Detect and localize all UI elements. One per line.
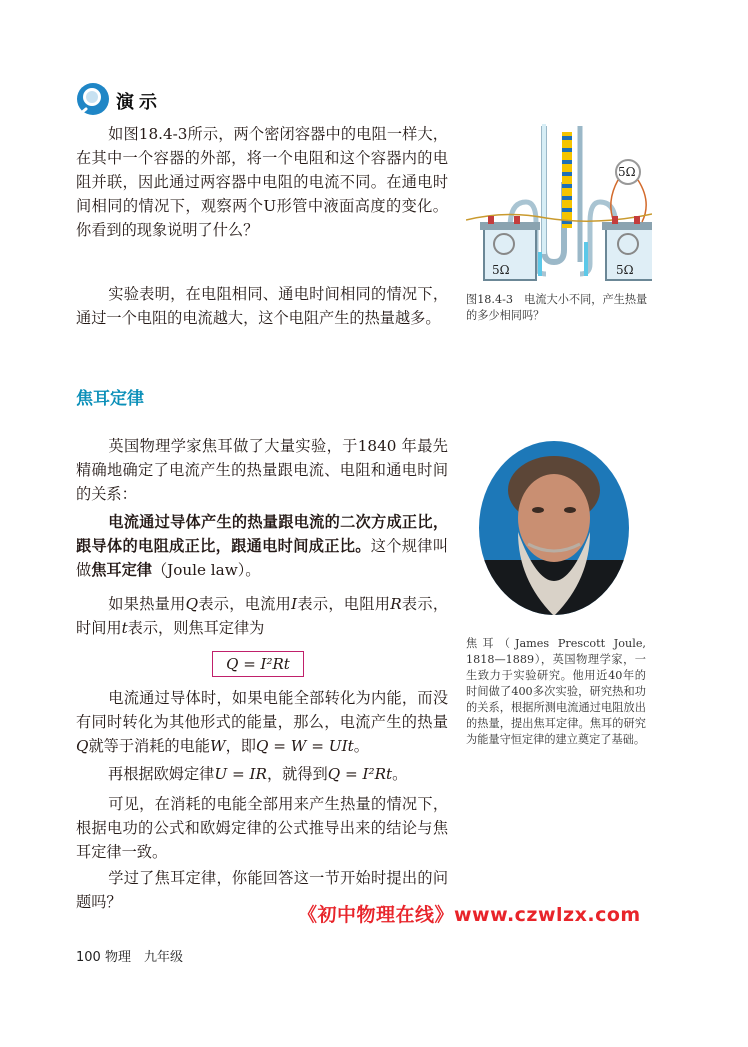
right-resistor-label: 5Ω — [616, 263, 634, 277]
experiment-figure — [466, 122, 652, 288]
section-title: 焦耳定律 — [76, 389, 144, 409]
figure-caption: 图18.4-3 电流大小不同，产生热量的多少相同吗？ — [466, 293, 648, 322]
question-paragraph: 学过了焦耳定律，你能回答这一节开始时提出的问题吗？ — [76, 869, 448, 911]
ohm-paragraph: 再根据欧姆定律U = IR，就得到Q = I²Rt。 — [108, 765, 408, 783]
conclusion-paragraph: 实验表明，在电阻相同、通电时间相同的情况下，通过一个电阻的电流越大，这个电阻产生的热量越多。 — [76, 285, 448, 327]
watermark: 《初中物理在线》www.czwlzx.com — [298, 904, 641, 926]
left-resistor-label: 5Ω — [492, 263, 510, 277]
joule-biography: 焦耳（James Prescott Joule, 1818—1889），英国物理学家，一生致力于实验研究。他用近40年的时间做了400多次实验，研究热和功的关系，根据所测电流通过电阻放出的热量，提出焦耳定律。焦耳的研究为能量守恒定律的建立奠定了基础。 — [466, 637, 646, 746]
demo-magnifier-icon — [76, 82, 110, 116]
derivation-paragraph: 可见，在消耗的电能全部用来产生热量的情况下，根据电功的公式和欧姆定律的公式推导出来的结论与焦耳定律一致。 — [76, 795, 448, 861]
energy-paragraph: 电流通过导体时，如果电能全部转化为内能，而没有同时转化为其他形式的能量，那么，电流产生的热量Q就等于消耗的电能W，即Q = W = UIt。 — [76, 689, 448, 755]
law-name: 焦耳定律 — [91, 561, 152, 579]
law-statement-paragraph: 电流通过导体产生的热量跟电流的二次方成正比，跟导体的电阻成正比，跟通电时间成正比。这个规律叫做焦耳定律（Joule law）。 — [76, 513, 449, 579]
top-resistor-label: 5Ω — [618, 165, 636, 179]
law-statement-bold: 电流通过导体产生的热量跟电流的二次方成正比，跟导体的电阻成正比，跟通电时间成正比。 — [76, 513, 448, 555]
page-footer: 100 物理 九年级 — [76, 950, 183, 965]
demo-paragraph: 如图18.4-3所示，两个密闭容器中的电阻一样大，在其中一个容器的外部，将一个电阻和这个容器内的电阻并联，因此通过两容器中电阻的电流不同。在通电时间相同的情况下，观察两个U形管中液面高度的变化。你看到的现象说明了什么？ — [76, 125, 448, 239]
joule-law-formula: Q = I²Rt — [212, 651, 304, 677]
joule-portrait — [478, 440, 630, 616]
demo-title: 演示 — [116, 92, 162, 113]
symbols-paragraph: 如果热量用Q表示，电流用I表示，电阻用R表示，时间用t表示，则焦耳定律为 — [76, 595, 449, 637]
law-intro-paragraph: 英国物理学家焦耳做了大量实验，于1840 年最先精确地确定了电流产生的热量跟电流、电阻和通电时间的关系： — [76, 437, 448, 503]
